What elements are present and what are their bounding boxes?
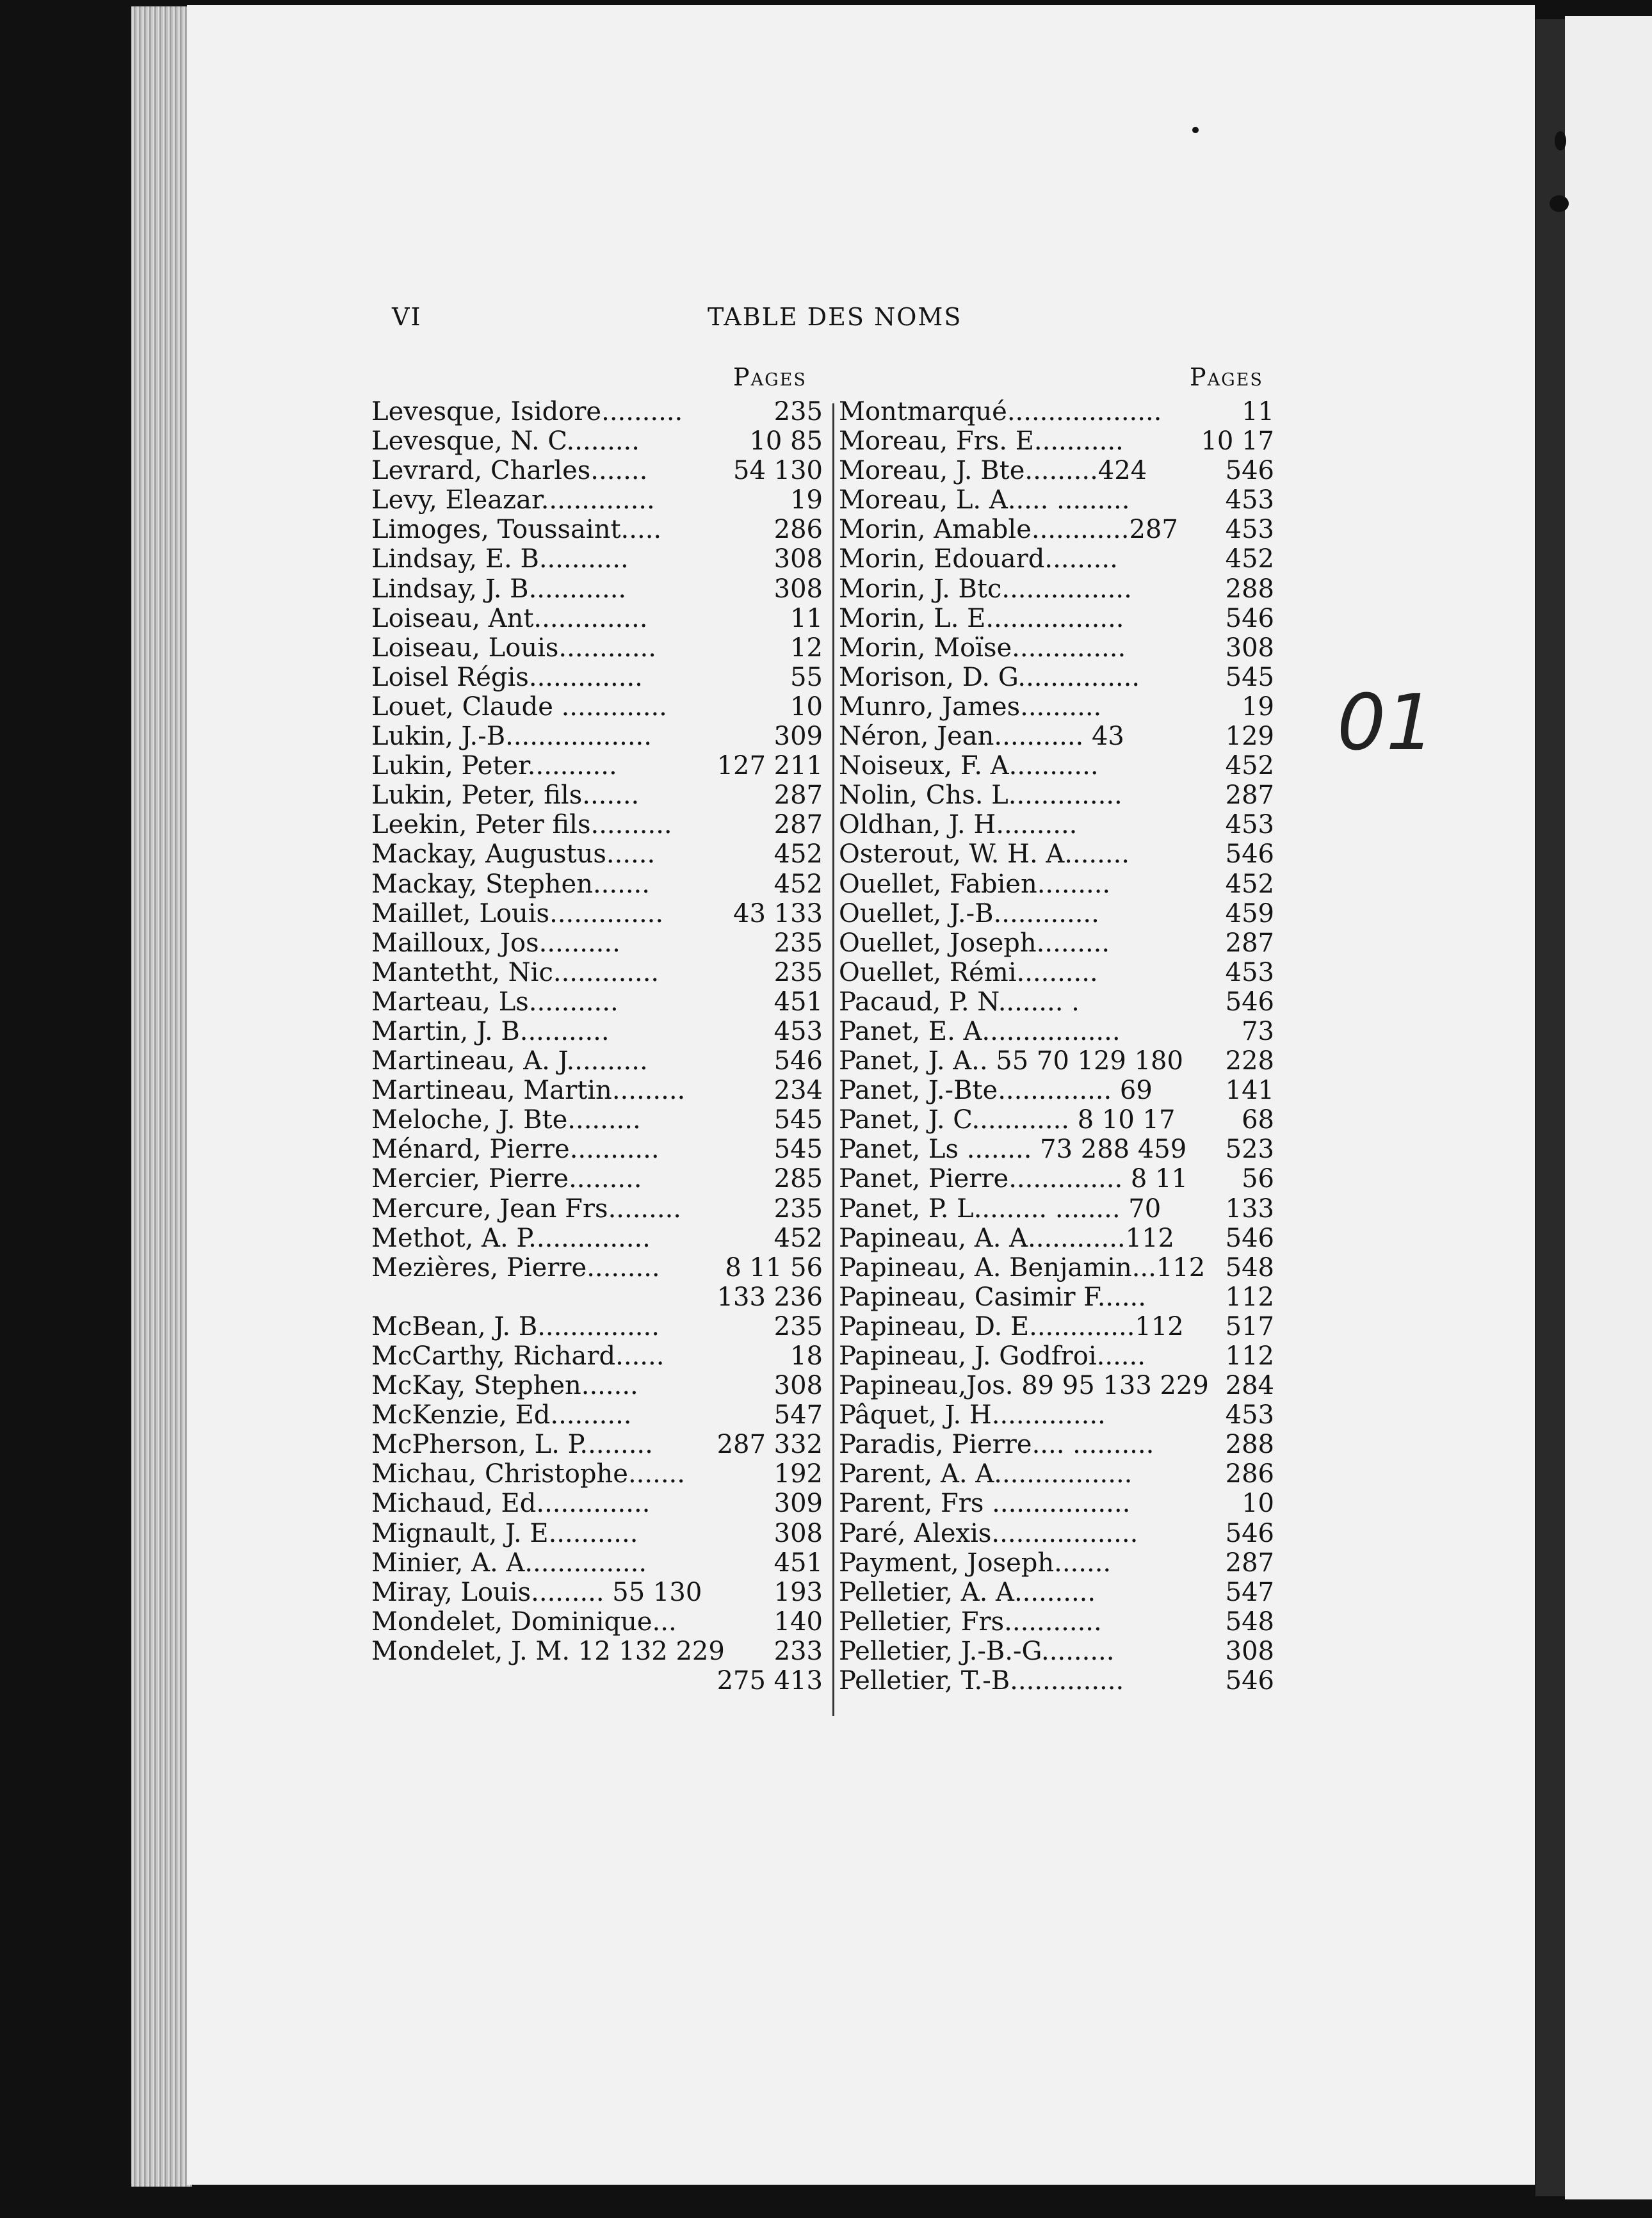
entry-pages: 452 <box>773 1223 823 1253</box>
entry-pages: 129 <box>1225 722 1274 752</box>
entry-name: Meloche, J. Bte......... <box>371 1105 641 1135</box>
entry-name: Paradis, Pierre.... .......... <box>839 1430 1154 1460</box>
entry-pages: 133 236 <box>717 1282 823 1312</box>
index-entry <box>371 1637 823 1666</box>
entry-name: Moreau, L. A..... ......... <box>839 485 1130 515</box>
index-entry <box>371 515 823 544</box>
index-entry <box>371 544 823 574</box>
entry-name: Mackay, Augustus...... <box>371 839 656 870</box>
entry-pages: 54 130 <box>733 456 823 486</box>
entry-pages: 235 <box>773 928 823 958</box>
index-entry <box>839 1459 1274 1489</box>
entry-pages: 10 <box>1242 1489 1274 1519</box>
index-entry <box>839 928 1274 958</box>
entry-pages: 8 11 56 <box>725 1252 823 1283</box>
index-entry <box>839 604 1274 633</box>
entry-pages: 73 <box>1242 1016 1274 1046</box>
entry-pages: 112 <box>1225 1341 1274 1371</box>
entry-pages: 288 <box>1225 574 1274 604</box>
entry-name: Moreau, J. Bte.........424 <box>839 456 1147 486</box>
entry-pages: 452 <box>1225 544 1274 574</box>
entry-name: Mantetht, Nic............. <box>371 957 660 987</box>
entry-pages: 548 <box>1225 1252 1274 1283</box>
entry-name: Nolin, Chs. L.............. <box>839 781 1122 811</box>
entry-pages: 517 <box>1225 1311 1274 1341</box>
index-entry <box>839 1607 1274 1637</box>
index-entry <box>371 574 823 604</box>
entry-pages: 546 <box>1225 1518 1274 1548</box>
entry-pages: 287 <box>773 781 823 811</box>
index-entry <box>839 1164 1274 1194</box>
entry-name: Loiseau, Louis............ <box>371 633 656 663</box>
entry-name: Leekin, Peter fils.......... <box>371 810 672 840</box>
entry-name: Papineau, A. A............112 <box>839 1223 1174 1253</box>
entry-pages: 235 <box>773 957 823 987</box>
entry-name: Papineau, J. Godfroi...... <box>839 1341 1146 1371</box>
facing-page-edge <box>1565 16 1652 2199</box>
entry-name: Morin, Moïse.............. <box>839 633 1126 663</box>
entry-pages: 545 <box>1225 662 1274 692</box>
index-entry <box>839 1046 1274 1076</box>
entry-pages: 11 <box>790 603 823 633</box>
entry-name: Panet, P. L......... ........ 70 <box>839 1194 1162 1224</box>
entry-pages: 56 <box>1242 1164 1274 1194</box>
entry-name: Ouellet, J.-B............. <box>839 898 1099 928</box>
entry-name: Pelletier, J.-B.-G......... <box>839 1636 1115 1666</box>
entry-name: Néron, Jean........... 43 <box>839 722 1124 752</box>
entry-name: Papineau,Jos. 89 95 133 229 <box>839 1371 1209 1401</box>
entry-name: Pelletier, A. A.......... <box>839 1577 1096 1607</box>
index-entry <box>839 1105 1274 1135</box>
entry-pages: 452 <box>773 839 823 870</box>
entry-pages: 19 <box>1242 692 1274 722</box>
index-entry <box>371 456 823 485</box>
index-entry <box>839 870 1274 899</box>
entry-name: Ouellet, Joseph......... <box>839 928 1110 958</box>
entry-pages: 451 <box>773 987 823 1017</box>
entry-pages: 43 133 <box>733 898 823 928</box>
entry-name: Mignault, J. E........... <box>371 1518 638 1548</box>
entry-name: Ouellet, Rémi.......... <box>839 957 1098 987</box>
entry-pages: 133 <box>1225 1194 1274 1224</box>
entry-name: Limoges, Toussaint..... <box>371 515 662 545</box>
index-entry <box>839 810 1274 839</box>
entry-pages: 451 <box>773 1548 823 1578</box>
index-entry <box>371 1312 823 1341</box>
entry-name: Noiseux, F. A........... <box>839 751 1099 781</box>
entry-name: Miray, Louis......... 55 130 <box>371 1577 702 1607</box>
entry-name: Osterout, W. H. A........ <box>839 839 1130 870</box>
index-entry <box>371 485 823 515</box>
entry-pages: 546 <box>1225 1666 1274 1696</box>
index-entry <box>839 781 1274 810</box>
entry-name: Morin, L. E................. <box>839 603 1124 633</box>
entry-name: Levesque, N. C......... <box>371 426 640 457</box>
index-entry <box>839 574 1274 604</box>
index-entry <box>371 604 823 633</box>
index-entry <box>839 1076 1274 1105</box>
entry-name: Papineau, A. Benjamin...112 <box>839 1252 1206 1283</box>
index-entry <box>839 663 1274 692</box>
index-entry <box>839 839 1274 869</box>
index-entry <box>371 1224 823 1253</box>
entry-pages: 546 <box>1225 1223 1274 1253</box>
entry-name: Mercier, Pierre......... <box>371 1164 642 1194</box>
entry-pages: 233 <box>773 1636 823 1666</box>
entry-pages: 284 <box>1225 1371 1274 1401</box>
entry-name: Paré, Alexis.................. <box>839 1518 1138 1548</box>
column-divider <box>832 403 834 1716</box>
speck <box>1555 131 1566 150</box>
entry-pages: 235 <box>773 1311 823 1341</box>
entry-name: Montmarqué................... <box>839 397 1162 426</box>
entry-pages: 459 <box>1225 898 1274 928</box>
entry-pages: 547 <box>773 1400 823 1430</box>
index-entry <box>839 426 1274 456</box>
entry-pages: 453 <box>1225 1400 1274 1430</box>
index-entry <box>839 515 1274 544</box>
entry-name: Payment, Joseph....... <box>839 1548 1112 1578</box>
index-entry <box>839 1548 1274 1578</box>
index-entry <box>371 1341 823 1371</box>
entry-name: Panet, J. C............ 8 10 17 <box>839 1105 1176 1135</box>
entry-pages: 546 <box>1225 603 1274 633</box>
entry-pages: 545 <box>773 1105 823 1135</box>
index-entry <box>371 1430 823 1459</box>
binding-shadow <box>1535 19 1565 2196</box>
entry-name: Panet, Pierre.............. 8 11 <box>839 1164 1188 1194</box>
entry-name: Lukin, Peter, fils....... <box>371 781 640 811</box>
index-entry <box>371 1459 823 1489</box>
entry-pages: 287 <box>773 810 823 840</box>
entry-pages: 287 <box>1225 928 1274 958</box>
entry-pages: 308 <box>773 574 823 604</box>
index-entry <box>839 1135 1274 1164</box>
entry-name: Morison, D. G............... <box>839 662 1140 692</box>
speck <box>1192 127 1199 133</box>
entry-pages: 18 <box>790 1341 823 1371</box>
entry-pages: 453 <box>1225 810 1274 840</box>
entry-pages: 10 85 <box>749 426 823 457</box>
index-entry <box>371 1283 823 1312</box>
entry-name: Minier, A. A............... <box>371 1548 647 1578</box>
index-entry <box>371 397 823 426</box>
entry-pages: 286 <box>773 515 823 545</box>
entry-pages: 285 <box>773 1164 823 1194</box>
index-entry <box>371 1607 823 1637</box>
entry-name: McPherson, L. P......... <box>371 1430 653 1460</box>
index-entry <box>371 1135 823 1164</box>
entry-name: Michau, Christophe....... <box>371 1459 685 1489</box>
entry-pages: 112 <box>1225 1282 1274 1312</box>
index-entry <box>839 1489 1274 1518</box>
index-entry <box>371 722 823 751</box>
index-entry <box>839 485 1274 515</box>
entry-pages: 452 <box>773 869 823 899</box>
entry-name: Panet, J.-Bte.............. 69 <box>839 1076 1153 1106</box>
entry-name: Munro, James.......... <box>839 692 1102 722</box>
entry-pages: 308 <box>1225 633 1274 663</box>
entry-name: Lindsay, J. B............ <box>371 574 627 604</box>
entry-name: Panet, E. A................. <box>839 1016 1121 1046</box>
entry-pages: 193 <box>773 1577 823 1607</box>
index-entry <box>371 1666 823 1696</box>
entry-pages: 546 <box>773 1046 823 1076</box>
index-entry <box>839 751 1274 781</box>
index-entry <box>371 810 823 839</box>
entry-name: Papineau, D. E.............112 <box>839 1311 1184 1341</box>
entry-name: Martineau, A. J.......... <box>371 1046 648 1076</box>
entry-pages: 68 <box>1242 1105 1274 1135</box>
index-column-left <box>371 397 823 1696</box>
entry-name: Ménard, Pierre........... <box>371 1135 660 1165</box>
entry-name: Ouellet, Fabien......... <box>839 869 1111 899</box>
entry-name: Mailloux, Jos.......... <box>371 928 620 958</box>
entry-name: McBean, J. B............... <box>371 1311 660 1341</box>
entry-pages: 234 <box>773 1076 823 1106</box>
index-entry <box>839 1578 1274 1607</box>
entry-pages: 453 <box>1225 515 1274 545</box>
entry-pages: 192 <box>773 1459 823 1489</box>
entry-pages: 235 <box>773 1194 823 1224</box>
index-entry <box>839 1519 1274 1548</box>
index-entry <box>839 958 1274 987</box>
entry-name: Pacaud, P. N........ . <box>839 987 1080 1017</box>
entry-name: McKenzie, Ed.......... <box>371 1400 632 1430</box>
entry-pages: 140 <box>773 1607 823 1637</box>
entry-name: Michaud, Ed.............. <box>371 1489 651 1519</box>
index-entry <box>371 1519 823 1548</box>
entry-pages: 127 211 <box>717 751 823 781</box>
entry-pages: 11 <box>1242 397 1274 426</box>
entry-name: Morin, Edouard......... <box>839 544 1118 574</box>
index-entry <box>839 1194 1274 1224</box>
entry-pages: 546 <box>1225 456 1274 486</box>
entry-pages: 308 <box>1225 1636 1274 1666</box>
entry-pages: 308 <box>773 1371 823 1401</box>
index-entry <box>371 663 823 692</box>
entry-name: Lukin, J.-B.................. <box>371 722 652 752</box>
index-entry <box>371 870 823 899</box>
index-entry <box>839 397 1274 426</box>
index-entry <box>839 633 1274 663</box>
index-entry <box>371 987 823 1017</box>
entry-name: Morin, Amable............287 <box>839 515 1178 545</box>
entry-name: Parent, Frs ................. <box>839 1489 1131 1519</box>
index-entry <box>839 1283 1274 1312</box>
entry-name: Pâquet, J. H.............. <box>839 1400 1106 1430</box>
index-entry <box>371 1578 823 1607</box>
entry-pages: 286 <box>1225 1459 1274 1489</box>
index-entry <box>371 1017 823 1046</box>
index-entry <box>839 456 1274 485</box>
index-entry <box>371 1253 823 1283</box>
entry-pages: 288 <box>1225 1430 1274 1460</box>
entry-name: Papineau, Casimir F...... <box>839 1282 1146 1312</box>
entry-pages: 546 <box>1225 839 1274 870</box>
entry-pages: 141 <box>1225 1076 1274 1106</box>
page-folio: VI <box>392 303 422 331</box>
entry-name: Parent, A. A................. <box>839 1459 1133 1489</box>
entry-name: Maillet, Louis.............. <box>371 898 664 928</box>
index-entry <box>839 1637 1274 1666</box>
index-entry <box>839 1341 1274 1371</box>
index-entry <box>371 1105 823 1135</box>
entry-pages: 12 <box>790 633 823 663</box>
index-entry <box>371 751 823 781</box>
entry-pages: 546 <box>1225 987 1274 1017</box>
entry-pages: 548 <box>1225 1607 1274 1637</box>
entry-name: Oldhan, J. H.......... <box>839 810 1078 840</box>
entry-pages: 309 <box>773 722 823 752</box>
index-entry <box>839 1400 1274 1430</box>
index-entry <box>371 958 823 987</box>
index-entry <box>371 633 823 663</box>
entry-name: Mondelet, J. M. 12 132 229 <box>371 1636 725 1666</box>
index-entry <box>839 1312 1274 1341</box>
index-entry <box>839 899 1274 928</box>
index-entry <box>839 544 1274 574</box>
index-entry <box>371 1400 823 1430</box>
index-entry <box>839 692 1274 722</box>
pages-label-left: Pages <box>733 363 807 391</box>
entry-name: Mondelet, Dominique... <box>371 1607 677 1637</box>
entry-pages: 453 <box>1225 485 1274 515</box>
entry-pages: 452 <box>1225 751 1274 781</box>
entry-pages: 10 17 <box>1201 426 1274 457</box>
index-entry <box>839 987 1274 1017</box>
index-entry <box>371 426 823 456</box>
index-entry <box>371 1371 823 1400</box>
entry-name: Levesque, Isidore.......... <box>371 397 683 426</box>
entry-name: Levy, Eleazar.............. <box>371 485 655 515</box>
entry-name: Morin, J. Btc................ <box>839 574 1132 604</box>
index-entry <box>371 1076 823 1105</box>
index-column-right <box>839 397 1274 1696</box>
entry-name: Panet, J. A.. 55 70 129 180 <box>839 1046 1183 1076</box>
speck <box>1550 195 1569 212</box>
index-entry <box>371 1548 823 1578</box>
index-entry <box>839 1253 1274 1283</box>
entry-pages: 308 <box>773 1518 823 1548</box>
entry-pages: 308 <box>773 544 823 574</box>
index-entry <box>839 722 1274 751</box>
entry-pages: 547 <box>1225 1577 1274 1607</box>
entry-pages: 452 <box>1225 869 1274 899</box>
entry-name: Martineau, Martin......... <box>371 1076 686 1106</box>
entry-name: Mezières, Pierre......... <box>371 1252 660 1283</box>
entry-name: Loisel Régis.............. <box>371 662 643 692</box>
entry-name: Lindsay, E. B........... <box>371 544 629 574</box>
page-edge <box>131 6 192 2187</box>
entry-name: Loiseau, Ant.............. <box>371 603 648 633</box>
pages-label-right: Pages <box>1190 363 1263 391</box>
entry-pages: 287 <box>1225 781 1274 811</box>
index-entry <box>371 781 823 810</box>
entry-pages: 545 <box>773 1135 823 1165</box>
entry-name: Pelletier, T.-B.............. <box>839 1666 1124 1696</box>
index-entry <box>371 899 823 928</box>
entry-name: Panet, Ls ........ 73 288 459 <box>839 1135 1187 1165</box>
entry-name: McKay, Stephen....... <box>371 1371 638 1401</box>
index-entry <box>371 1164 823 1194</box>
entry-name: Martin, J. B........... <box>371 1016 610 1046</box>
index-entry <box>371 692 823 722</box>
entry-pages: 275 413 <box>717 1666 823 1696</box>
entry-pages: 55 <box>790 662 823 692</box>
entry-pages: 19 <box>790 485 823 515</box>
entry-pages: 10 <box>790 692 823 722</box>
entry-pages: 523 <box>1225 1135 1274 1165</box>
entry-pages: 228 <box>1225 1046 1274 1076</box>
entry-name: Moreau, Frs. E........... <box>839 426 1124 457</box>
index-entry <box>371 1046 823 1076</box>
index-entry <box>839 1666 1274 1696</box>
handwritten-note: 01 <box>1337 679 1435 768</box>
entry-pages: 235 <box>773 397 823 426</box>
index-entry <box>371 1489 823 1518</box>
entry-name: Lukin, Peter........... <box>371 751 617 781</box>
index-entry <box>839 1371 1274 1400</box>
entry-name: Pelletier, Frs............ <box>839 1607 1102 1637</box>
index-entry <box>371 839 823 869</box>
entry-name: Levrard, Charles....... <box>371 456 648 486</box>
entry-pages: 453 <box>1225 957 1274 987</box>
page-title: TABLE DES NOMS <box>708 303 962 331</box>
entry-name: McCarthy, Richard...... <box>371 1341 665 1371</box>
entry-pages: 287 <box>1225 1548 1274 1578</box>
entry-name: Methot, A. P............... <box>371 1223 651 1253</box>
index-entry <box>839 1017 1274 1046</box>
entry-name: Mercure, Jean Frs......... <box>371 1194 682 1224</box>
index-entry <box>371 1194 823 1224</box>
entry-pages: 287 332 <box>717 1430 823 1460</box>
index-entry <box>839 1224 1274 1253</box>
entry-pages: 309 <box>773 1489 823 1519</box>
entry-name: Marteau, Ls........... <box>371 987 619 1017</box>
entry-name: Mackay, Stephen....... <box>371 869 650 899</box>
entry-pages: 453 <box>773 1016 823 1046</box>
index-entry <box>839 1430 1274 1459</box>
index-entry <box>371 928 823 958</box>
entry-name: Louet, Claude ............. <box>371 692 667 722</box>
